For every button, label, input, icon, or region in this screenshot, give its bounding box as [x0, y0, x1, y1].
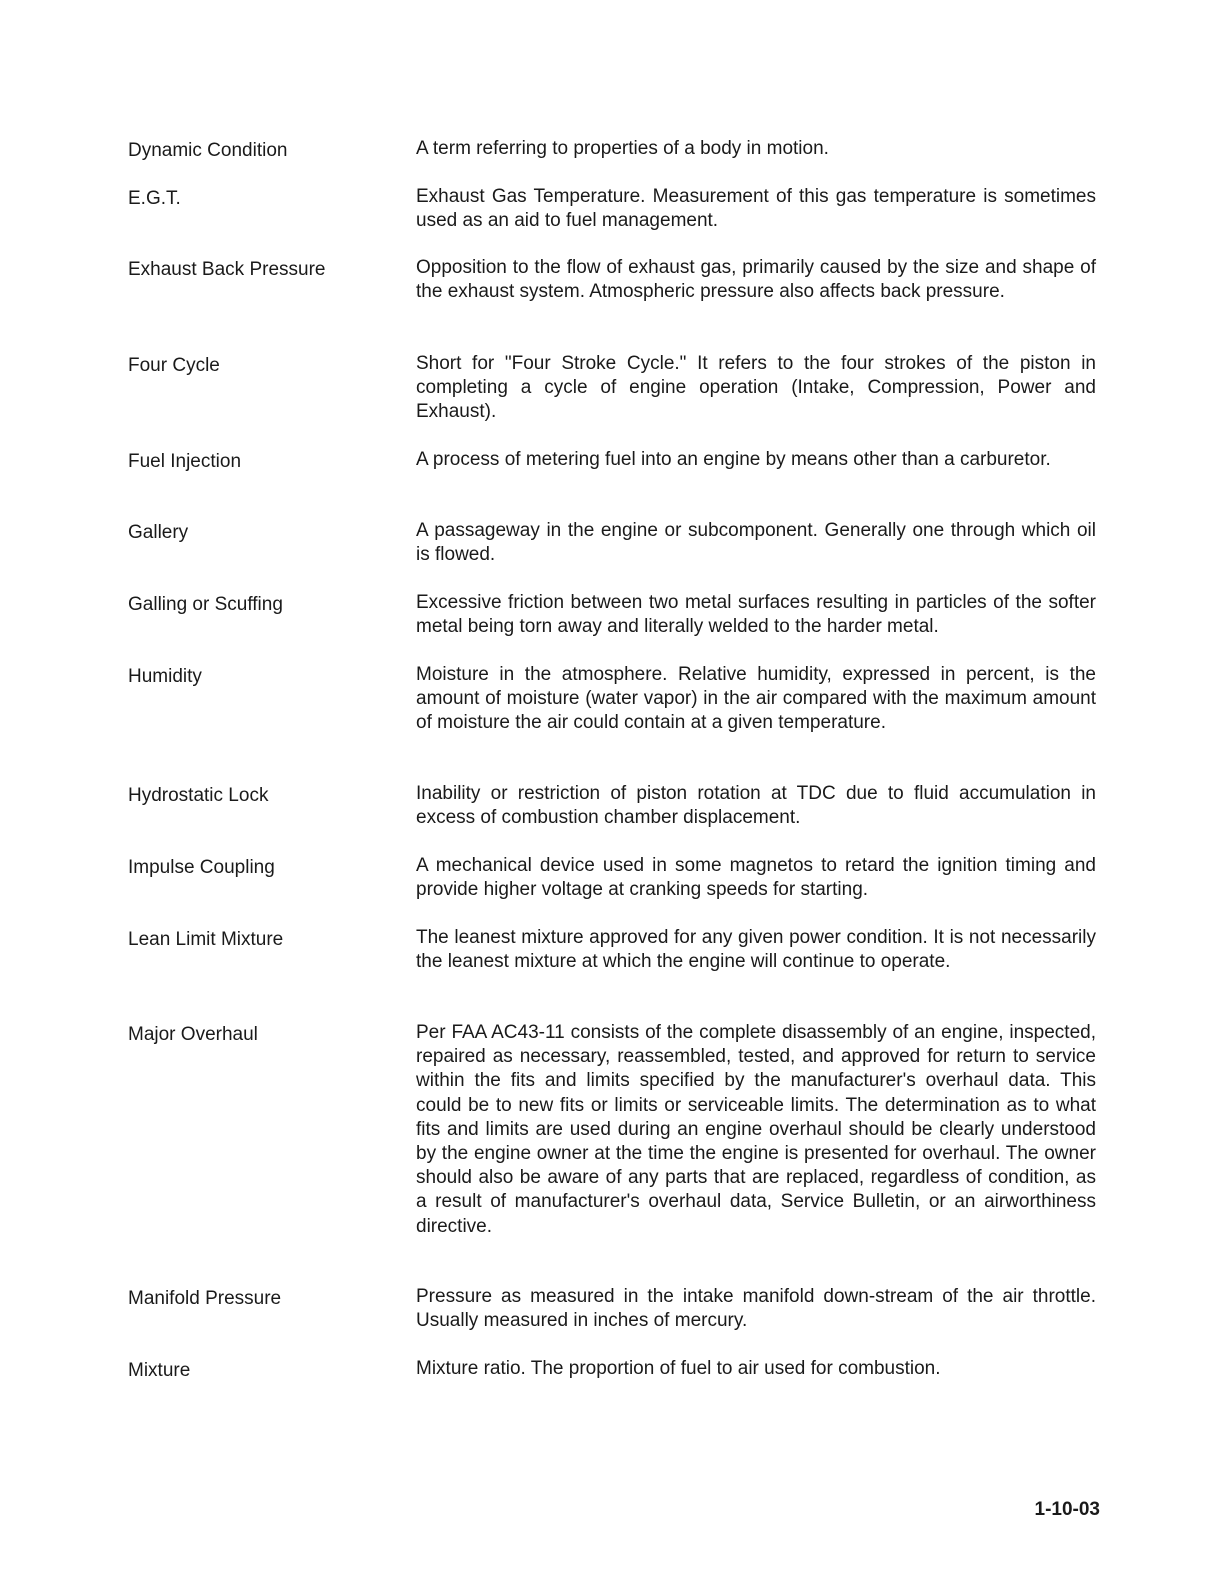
- glossary-definition: The leanest mixture approved for any given power condition. It is not necessarily the leanest mixture at which the engine will continue to operate.: [416, 927, 1096, 973]
- glossary-definition: A process of metering fuel into an engine by means other than a carburetor.: [416, 449, 1051, 470]
- glossary-term: Fuel Injection: [128, 451, 242, 472]
- glossary-definition: Pressure as measured in the intake manifold down-stream of the air throttle. Usually measured in inches of mercury.: [416, 1286, 1096, 1332]
- glossary-definition: Excessive friction between two metal surfaces resulting in particles of the softer metal being torn away and literally welded to the harder metal.: [416, 592, 1096, 638]
- glossary-term: Impulse Coupling: [128, 857, 275, 878]
- glossary-term: Dynamic Condition: [128, 140, 288, 161]
- glossary-definition: A mechanical device used in some magnetos to retard the ignition timing and provide higher voltage at cranking speeds for starting.: [416, 855, 1096, 901]
- glossary-definition: Opposition to the flow of exhaust gas, primarily caused by the size and shape of the exhaust system. Atmospheric pressure also affects back pressure.: [416, 257, 1096, 303]
- glossary-definition: Moisture in the atmosphere. Relative humidity, expressed in percent, is the amount of moisture (water vapor) in the air compared with the maximum amount of moisture the air could contain at a given temperature.: [416, 664, 1096, 734]
- glossary-definition: Inability or restriction of piston rotation at TDC due to fluid accumulation in excess of combustion chamber displacement.: [416, 783, 1096, 829]
- page-number: 1-10-03: [1034, 1499, 1100, 1520]
- glossary-term: Lean Limit Mixture: [128, 929, 284, 950]
- glossary-definition: Mixture ratio. The proportion of fuel to air used for combustion.: [416, 1358, 941, 1379]
- glossary-definition: A term referring to properties of a body in motion.: [416, 138, 829, 159]
- glossary-term: Mixture: [128, 1360, 191, 1381]
- glossary-term: Exhaust Back Pressure: [128, 259, 326, 280]
- glossary-definition: A passageway in the engine or subcomponent. Generally one through which oil is flowed.: [416, 520, 1096, 566]
- glossary-definition: Per FAA AC43-11 consists of the complete disassembly of an engine, inspected, repaired as necessary, reassembled, tested, and approved for return to service within the fits and limits specified by the manufacturer's overhaul data. This could be to new fits or limits or serviceable limits. The determination as to what fits and limits are used during an engine overhaul should be clearly understood by the engine owner at the time the engine is presented for overhaul. The owner should also be aware of any parts that are replaced, regardless of condition, as a result of manufacturer's overhaul data, Service Bulletin, or an airworthiness directive.: [416, 1022, 1096, 1237]
- glossary-definition: Short for "Four Stroke Cycle." It refers to the four strokes of the piston in completing a cycle of engine operation (Intake, Compression, Power and Exhaust).: [416, 353, 1096, 423]
- glossary-term: Hydrostatic Lock: [128, 785, 269, 806]
- glossary-term: Major Overhaul: [128, 1024, 258, 1045]
- glossary-term: E.G.T.: [128, 188, 181, 209]
- glossary-term: Galling or Scuffing: [128, 594, 283, 615]
- glossary-term: Gallery: [128, 522, 189, 543]
- glossary-term: Manifold Pressure: [128, 1288, 282, 1309]
- glossary-definition: Exhaust Gas Temperature. Measurement of this gas temperature is sometimes used as an aid to fuel management.: [416, 186, 1096, 232]
- glossary-term: Four Cycle: [128, 355, 220, 376]
- glossary-term: Humidity: [128, 666, 202, 687]
